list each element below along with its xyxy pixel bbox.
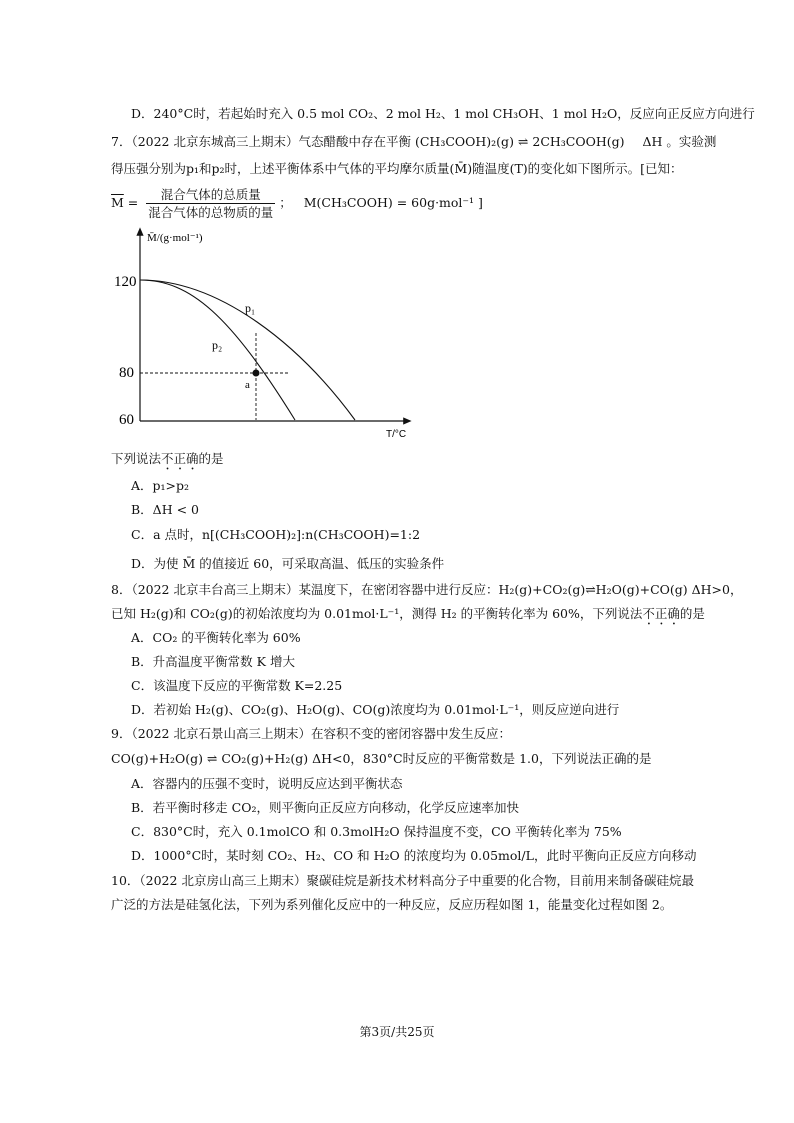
- y-tick-80: 80: [119, 365, 134, 381]
- x-axis-label: T/°C: [386, 429, 407, 440]
- q7-given-formula: $\overline{M}$ = $\frac{\text{混合气体的总质量}}{\text{混合气体的总物质的量}}$ ； M(CH₃COOH) = 60g·mol⁻¹ ]: [111, 187, 483, 220]
- q7-question-end: 的是: [198, 451, 224, 466]
- q7-equilibrium-equation: (CH₃COOH)₂(g) ⇌ 2CH₃COOH(g): [414, 134, 625, 149]
- y-tick-60: 60: [119, 412, 134, 428]
- mean-molar-mass-fraction: [146, 186, 275, 221]
- q8-stem-emphasis: 不正确: [642, 606, 680, 621]
- y-tick-120: 120: [114, 274, 137, 290]
- q8-option-c: C．该温度下反应的平衡常数 K=2.25: [131, 678, 343, 693]
- fraction-numerator: 混合气体的总质量: [146, 186, 275, 204]
- q9-stem-line2: CO(g)+H₂O(g) ⇌ CO₂(g)+H₂(g) ΔH<0，830°C时反应的平衡常数是 1.0，下列说法正确的是: [111, 751, 652, 766]
- point-a-label: a: [245, 379, 250, 391]
- q8-stem-line1: 8．（2022 北京丰台高三上期末）某温度下，在密闭容器中进行反应：H₂(g)+CO₂(g)⇌H₂O(g)+CO(g) ΔH>0，: [111, 582, 743, 597]
- q7-stem-line2: 得压强分别为p₁和p₂时，上述平衡体系中气体的平均摩尔质量(M̄)随温度(T)的变化如下图所示。[已知：: [111, 161, 683, 176]
- q10-stem-line2: 广泛的方法是硅氢化法，下列为系列催化反应中的一种反应，反应历程如图 1，能量变化过程如图 2。: [111, 897, 673, 912]
- q7-enthalpy-text: ΔH 。实验测: [642, 134, 717, 149]
- molar-mass-vs-temperature-chart: [110, 225, 420, 445]
- q8-stem-line2: [111, 606, 705, 628]
- label-p1: p₁: [245, 301, 256, 315]
- q7-option-b: B．ΔH < 0: [131, 502, 199, 517]
- q6-option-d: D．240°C时，若起始时充入 0.5 mol CO₂、2 mol H₂、1 mol CH₃OH、1 mol H₂O，反应向正反应方向进行: [131, 106, 755, 121]
- q7-stem-intro: 7．（2022 北京东城高三上期末）气态醋酸中存在平衡: [111, 134, 411, 149]
- page-footer: 第3页/共25页: [359, 1025, 435, 1039]
- q10-stem-line1: 10．（2022 北京房山高三上期末）聚碳硅烷是新技术材料高分子中重要的化合物，目前用来制备碳硅烷最: [111, 873, 694, 888]
- q7-question-text: 下列说法: [111, 451, 162, 466]
- acetic-acid-molar-mass: M(CH₃COOH) = 60g·mol⁻¹ ]: [303, 195, 483, 210]
- fraction-denominator: 混合气体的总物质的量: [148, 205, 274, 220]
- q8-stem-end: 的是: [679, 606, 705, 621]
- m-bar-symbol: $\overline{M}$ =: [111, 195, 139, 210]
- label-p2: p₂: [212, 338, 223, 352]
- q7-stem-line1: [111, 134, 716, 150]
- q8-option-a: A．CO₂ 的平衡转化率为 60%: [131, 630, 301, 645]
- q7-option-c: C．a 点时，n[(CH₃COOH)₂]:n(CH₃COOH)=1:2: [131, 527, 421, 542]
- q7-option-a: A．p₁>p₂: [131, 478, 190, 493]
- q7-question: [111, 451, 224, 473]
- q8-option-b: B．升高温度平衡常数 K 增大: [131, 654, 295, 669]
- q9-stem-line1: 9．（2022 北京石景山高三上期末）在容积不变的密闭容器中发生反应：: [111, 726, 511, 741]
- q8-option-d: D．若初始 H₂(g)、CO₂(g)、H₂O(g)、CO(g)浓度均为 0.01mol·L⁻¹，则反应逆向进行: [131, 702, 620, 717]
- q9-option-a: A．容器内的压强不变时，说明反应达到平衡状态: [131, 776, 403, 791]
- point-a: [253, 370, 260, 377]
- y-axis-label: M̄/(g·mol⁻¹): [147, 232, 203, 244]
- q7-option-d: D．为使 M̄ 的值接近 60，可采取高温、低压的实验条件: [131, 556, 445, 571]
- q9-option-d: D．1000°C时，某时刻 CO₂、H₂、CO 和 H₂O 的浓度均为 0.05mol/L，此时平衡向正反应方向移动: [131, 848, 697, 863]
- q9-option-b: B．若平衡时移走 CO₂，则平衡向正反应方向移动，化学反应速率加快: [131, 800, 519, 815]
- q9-option-c: C．830°C时，充入 0.1molCO 和 0.3molH₂O 保持温度不变，CO 平衡转化率为 75%: [131, 824, 622, 839]
- q7-question-emphasis: 不正确: [161, 451, 199, 466]
- q8-stem-text: 已知 H₂(g)和 CO₂(g)的初始浓度均为 0.01mol·L⁻¹，测得 H₂ 的平衡转化率为 60%，下列说法: [111, 606, 643, 621]
